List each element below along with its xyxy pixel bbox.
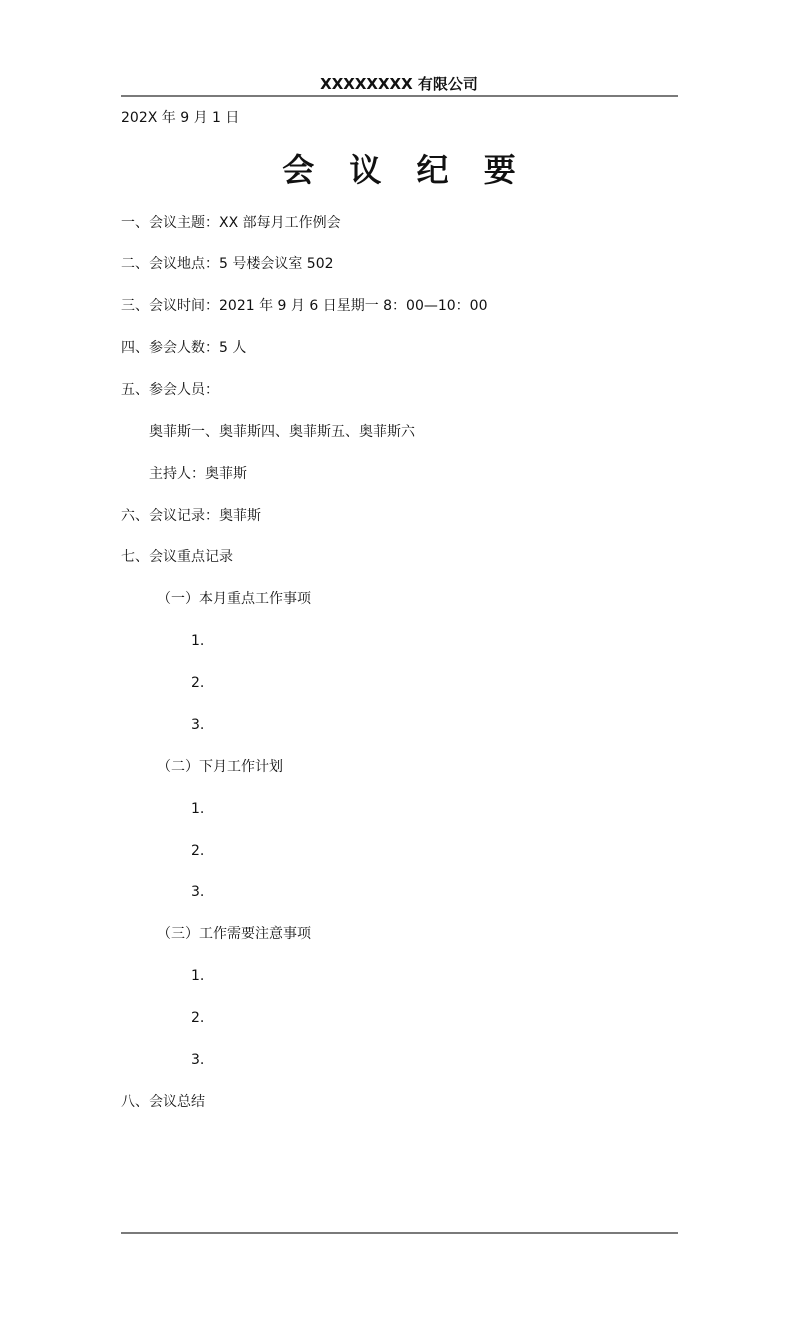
meeting-recorder: 六、会议记录：奥菲斯 <box>121 508 261 524</box>
list-item: 1. <box>191 968 205 984</box>
list-item: 1. <box>191 801 205 817</box>
meeting-topic: 一、会议主题：XX 部每月工作例会 <box>121 215 341 231</box>
list-item: 3. <box>191 717 205 733</box>
summary-heading: 八、会议总结 <box>121 1094 205 1110</box>
document-date: 202X 年 9 月 1 日 <box>121 110 240 126</box>
meeting-time: 三、会议时间：2021 年 9 月 6 日星期一 8：00—10：00 <box>121 298 488 314</box>
participants-list: 奥菲斯一、奥菲斯四、奥菲斯五、奥菲斯六 <box>149 424 415 440</box>
key-records-heading: 七、会议重点记录 <box>121 549 233 565</box>
header-divider <box>121 95 678 97</box>
company-name: XXXXXXXX 有限公司 <box>320 75 478 93</box>
attendee-count: 四、参会人数：5 人 <box>121 340 247 356</box>
page-title: 会 议 纪 要 <box>282 151 528 189</box>
participants-label: 五、参会人员： <box>121 382 219 398</box>
meeting-host: 主持人：奥菲斯 <box>149 466 247 482</box>
list-item: 1. <box>191 633 205 649</box>
meeting-location: 二、会议地点：5 号楼会议室 502 <box>121 256 334 272</box>
list-item: 3. <box>191 1052 205 1068</box>
list-item: 2. <box>191 843 205 859</box>
list-item: 3. <box>191 884 205 900</box>
list-item: 2. <box>191 675 205 691</box>
list-item: 2. <box>191 1010 205 1026</box>
section-heading: （三）工作需要注意事项 <box>157 926 311 942</box>
section-heading: （一）本月重点工作事项 <box>157 591 311 607</box>
section-heading: （二）下月工作计划 <box>157 759 283 775</box>
footer-divider <box>121 1232 678 1234</box>
